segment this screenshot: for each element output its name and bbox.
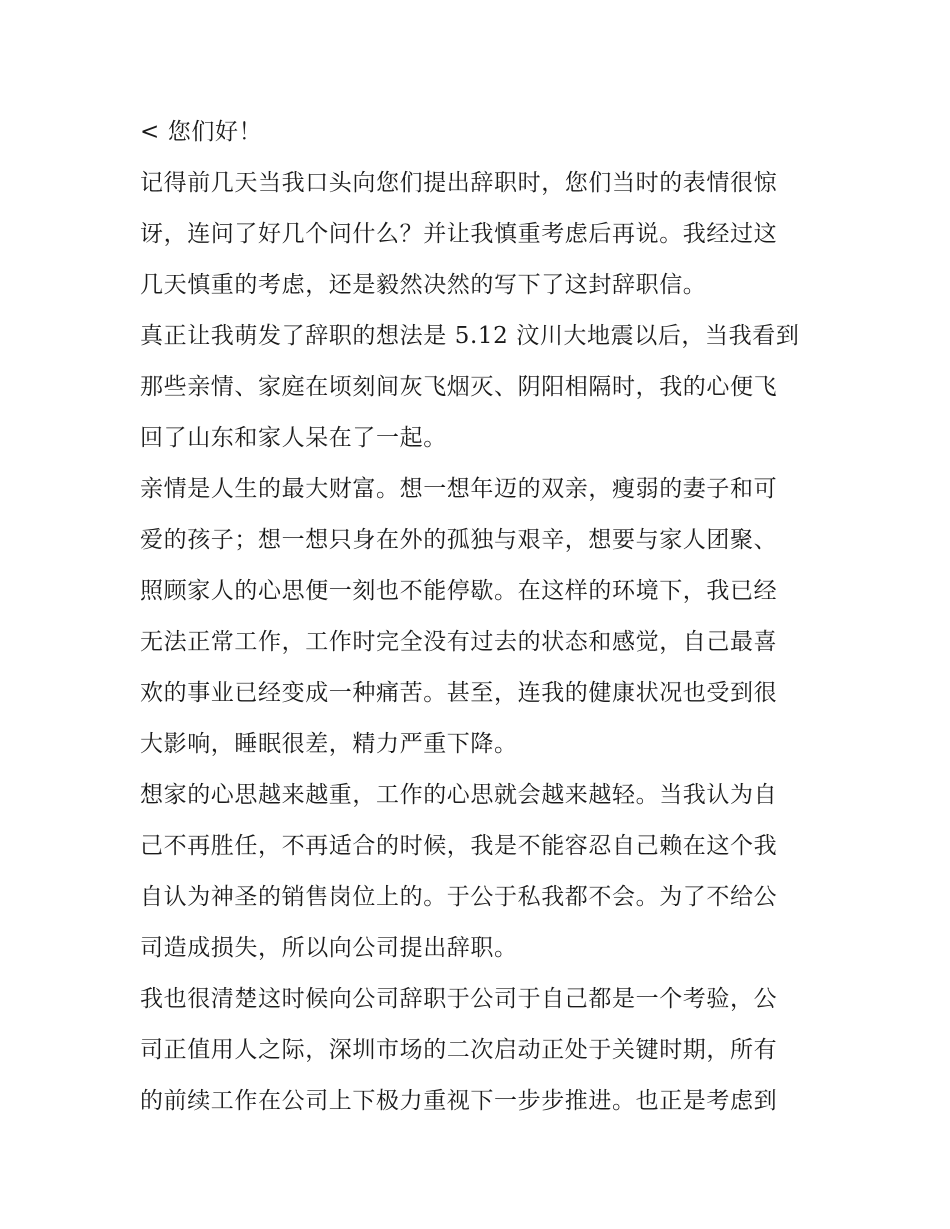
text-line: 司造成损失，所以向公司提出辞职。 (140, 935, 518, 961)
text-line: 无法正常工作，工作时完全没有过去的状态和感觉，自己最喜 (140, 629, 778, 655)
text-line: 亲情是人生的最大财富。想一想年迈的双亲，瘦弱的妻子和可 (140, 476, 778, 502)
greeting-line: < 您们好！ (140, 119, 263, 145)
text-line: 自认为神圣的销售岗位上的。于公于私我都不会。为了不给公 (140, 884, 778, 910)
text-line: 大影响，睡眠很差，精力严重下降。 (140, 731, 518, 757)
text-line: 司正值用人之际，深圳市场的二次启动正处于关键时期，所有 (140, 1037, 778, 1063)
text-line: 几天慎重的考虑，还是毅然决然的写下了这封辞职信。 (140, 272, 707, 298)
text-line: 那些亲情、家庭在顷刻间灰飞烟灭、阴阳相隔时，我的心便飞 (140, 374, 778, 400)
text-line: 真正让我萌发了辞职的想法是 5.12 汶川大地震以后，当我看到 (140, 323, 800, 349)
text-line: 爱的孩子；想一想只身在外的孤独与艰辛，想要与家人团聚、 (140, 527, 778, 553)
text-line: 想家的心思越来越重，工作的心思就会越来越轻。当我认为自 (140, 782, 778, 808)
text-line: 回了山东和家人呆在了一起。 (140, 425, 447, 451)
text-line: 己不再胜任，不再适合的时候，我是不能容忍自己赖在这个我 (140, 833, 778, 859)
text-line: 讶，连问了好几个问什么？并让我慎重考虑后再说。我经过这 (140, 221, 778, 247)
letter-body (140, 107, 812, 1127)
text-line: 欢的事业已经变成一种痛苦。甚至，连我的健康状况也受到很 (140, 680, 778, 706)
text-line: 的前续工作在公司上下极力重视下一步步推进。也正是考虑到 (140, 1088, 778, 1114)
text-line: 我也很清楚这时候向公司辞职于公司于自己都是一个考验，公 (140, 986, 778, 1012)
text-line: 记得前几天当我口头向您们提出辞职时，您们当时的表情很惊 (140, 170, 778, 196)
text-line: 照顾家人的心思便一刻也不能停歇。在这样的环境下，我已经 (140, 578, 778, 604)
